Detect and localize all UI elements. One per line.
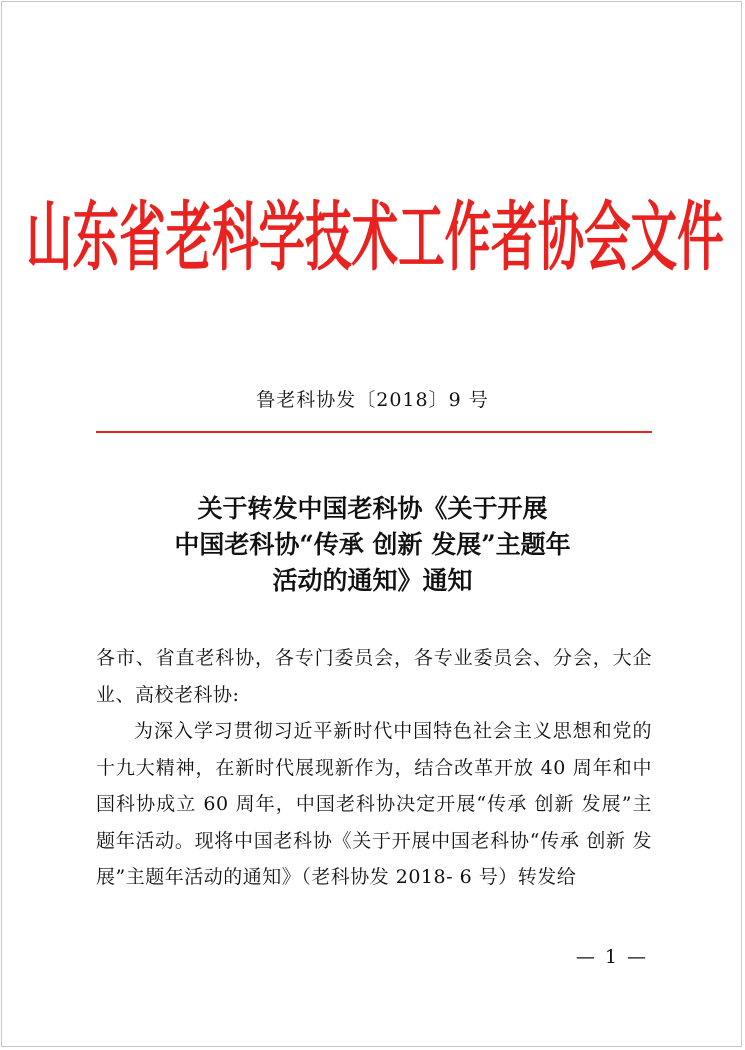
red-header-title: 山东省老科学技术工作者协会文件 [26, 192, 724, 281]
red-divider-line [96, 431, 652, 433]
document-title-line-3: 活动的通知》通知 [272, 566, 473, 595]
document-body [96, 640, 652, 896]
document-title [0, 491, 745, 599]
body-paragraph-1: 为深入学习贯彻习近平新时代中国特色社会主义思想和党的十九大精神，在新时代展现新作为，结合改革开放 40 周年和中国科协成立 60 周年，中国老科协决定开展“传承 创新 发展”主题年活动。现将中国老科协《关于开展中国老科协“传承 创新 发展”主题年活动的通知》（老科协发 2018- 6 号）转发给 [96, 720, 652, 888]
document-number: 鲁老科协发〔2018〕9 号 [256, 389, 489, 411]
page-number: — 1 — [575, 946, 648, 968]
document-title-line-1: 关于转发中国老科协《关于开展 [197, 494, 548, 523]
document-title-line-2: 中国老科协“传承 创新 发展”主题年 [174, 530, 571, 559]
addressee-line: 各市、省直老科协，各专门委员会，各专业委员会、分会，大企业、高校老科协: [96, 647, 652, 706]
